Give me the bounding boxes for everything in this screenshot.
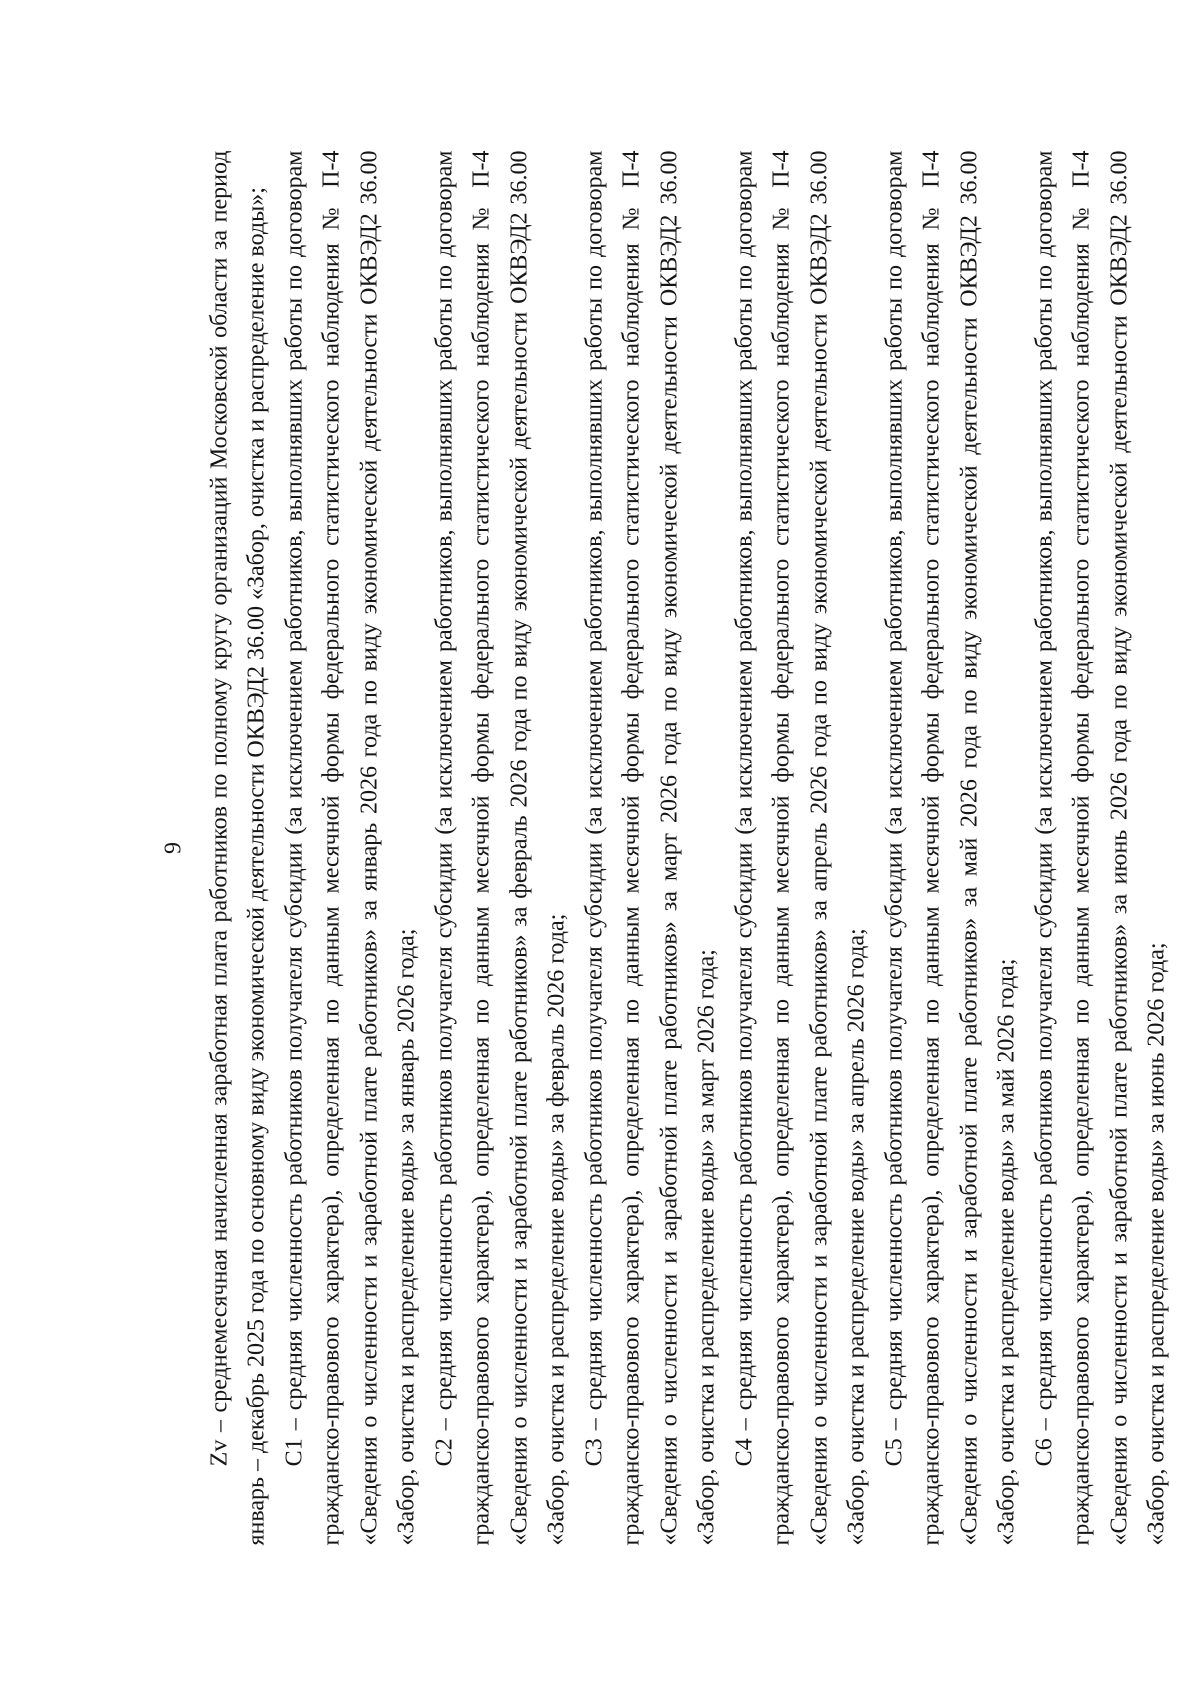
- definition-paragraph-c4: [726, 151, 876, 1546]
- definition-paragraph-c3: [576, 151, 726, 1546]
- variable-label: С1: [280, 1438, 307, 1467]
- definition-paragraph-c6: [1026, 151, 1176, 1546]
- variable-label: С3: [580, 1438, 607, 1467]
- definition-text: – средняя численность работников получателя субсидии (за исключением работников, выполнявших работы по договорам гражданско-правового характера), определенная по данным месячной формы федерального статистического наблюдения № П-4 «Сведения о численности и заработной плате работников» за апрель 2026 года по виду экономической деятельности ОКВЭД2 36.00 «Забор, очистка и распределение воды» за апрель 2026 года;: [730, 150, 869, 1546]
- definition-paragraph-zv: [201, 151, 276, 1546]
- rotated-document-content: [155, 150, 1169, 1546]
- variable-label: Zv: [205, 1439, 232, 1467]
- variable-label: С4: [730, 1438, 757, 1467]
- definition-text: – средняя численность работников получателя субсидии (за исключением работников, выполнявших работы по договорам гражданско-правового характера), определенная по данным месячной формы федерального статистического наблюдения № П-4 «Сведения о численности и заработной плате работников» за февраль 2026 года по виду экономической деятельности ОКВЭД2 36.00 «Забор, очистка и распределение воды» за февраль 2026 года;: [430, 150, 569, 1546]
- variable-label: С5: [880, 1438, 907, 1467]
- definition-text: – средняя численность работников получателя субсидии (за исключением работников, выполнявших работы по договорам гражданско-правового характера), определенная по данным месячной формы федерального статистического наблюдения № П-4 «Сведения о численности и заработной плате работников» за март 2026 года по виду экономической деятельности ОКВЭД2 36.00 «Забор, очистка и распределение воды» за март 2026 года;: [580, 150, 719, 1546]
- definition-paragraph-c5: [876, 151, 1026, 1546]
- page-number: 9: [160, 842, 186, 854]
- definition-text: – средняя численность работников получателя субсидии (за исключением работников, выполнявших работы по договорам гражданско-правового характера), определенная по данным месячной формы федерального статистического наблюдения № П-4 «Сведения о численности и заработной плате работников» за май 2026 года по виду экономической деятельности ОКВЭД2 36.00 «Забор, очистка и распределение воды» за май 2026 года;: [880, 150, 1019, 1546]
- definition-paragraph-c2: [426, 151, 576, 1546]
- definition-text: – средняя численность работников получателя субсидии (за исключением работников, выполнявших работы по договорам гражданско-правового характера), определенная по данным месячной формы федерального статистического наблюдения № П-4 «Сведения о численности и заработной плате работников» за январь 2026 года по виду экономической деятельности ОКВЭД2 36.00 «Забор, очистка и распределение воды» за январь 2026 года;: [280, 150, 419, 1546]
- definition-text: – среднемесячная начисленная заработная плата работников по полному кругу организаций Московской области за период январь – декабрь 2025 года по основному виду экономической деятельности ОКВЭД2 36.00 «Забор, очистка и распределение воды»;: [205, 150, 269, 1546]
- variable-label: С2: [430, 1438, 457, 1467]
- definition-paragraph-c1: [276, 151, 426, 1546]
- variable-label: С6: [1030, 1438, 1057, 1467]
- definition-text: – средняя численность работников получателя субсидии (за исключением работников, выполнявших работы по договорам гражданско-правового характера), определенная по данным месячной формы федерального статистического наблюдения № П-4 «Сведения о численности и заработной плате работников» за июнь 2026 года по виду экономической деятельности ОКВЭД2 36.00 «Забор, очистка и распределение воды» за июнь 2026 года;: [1030, 150, 1169, 1546]
